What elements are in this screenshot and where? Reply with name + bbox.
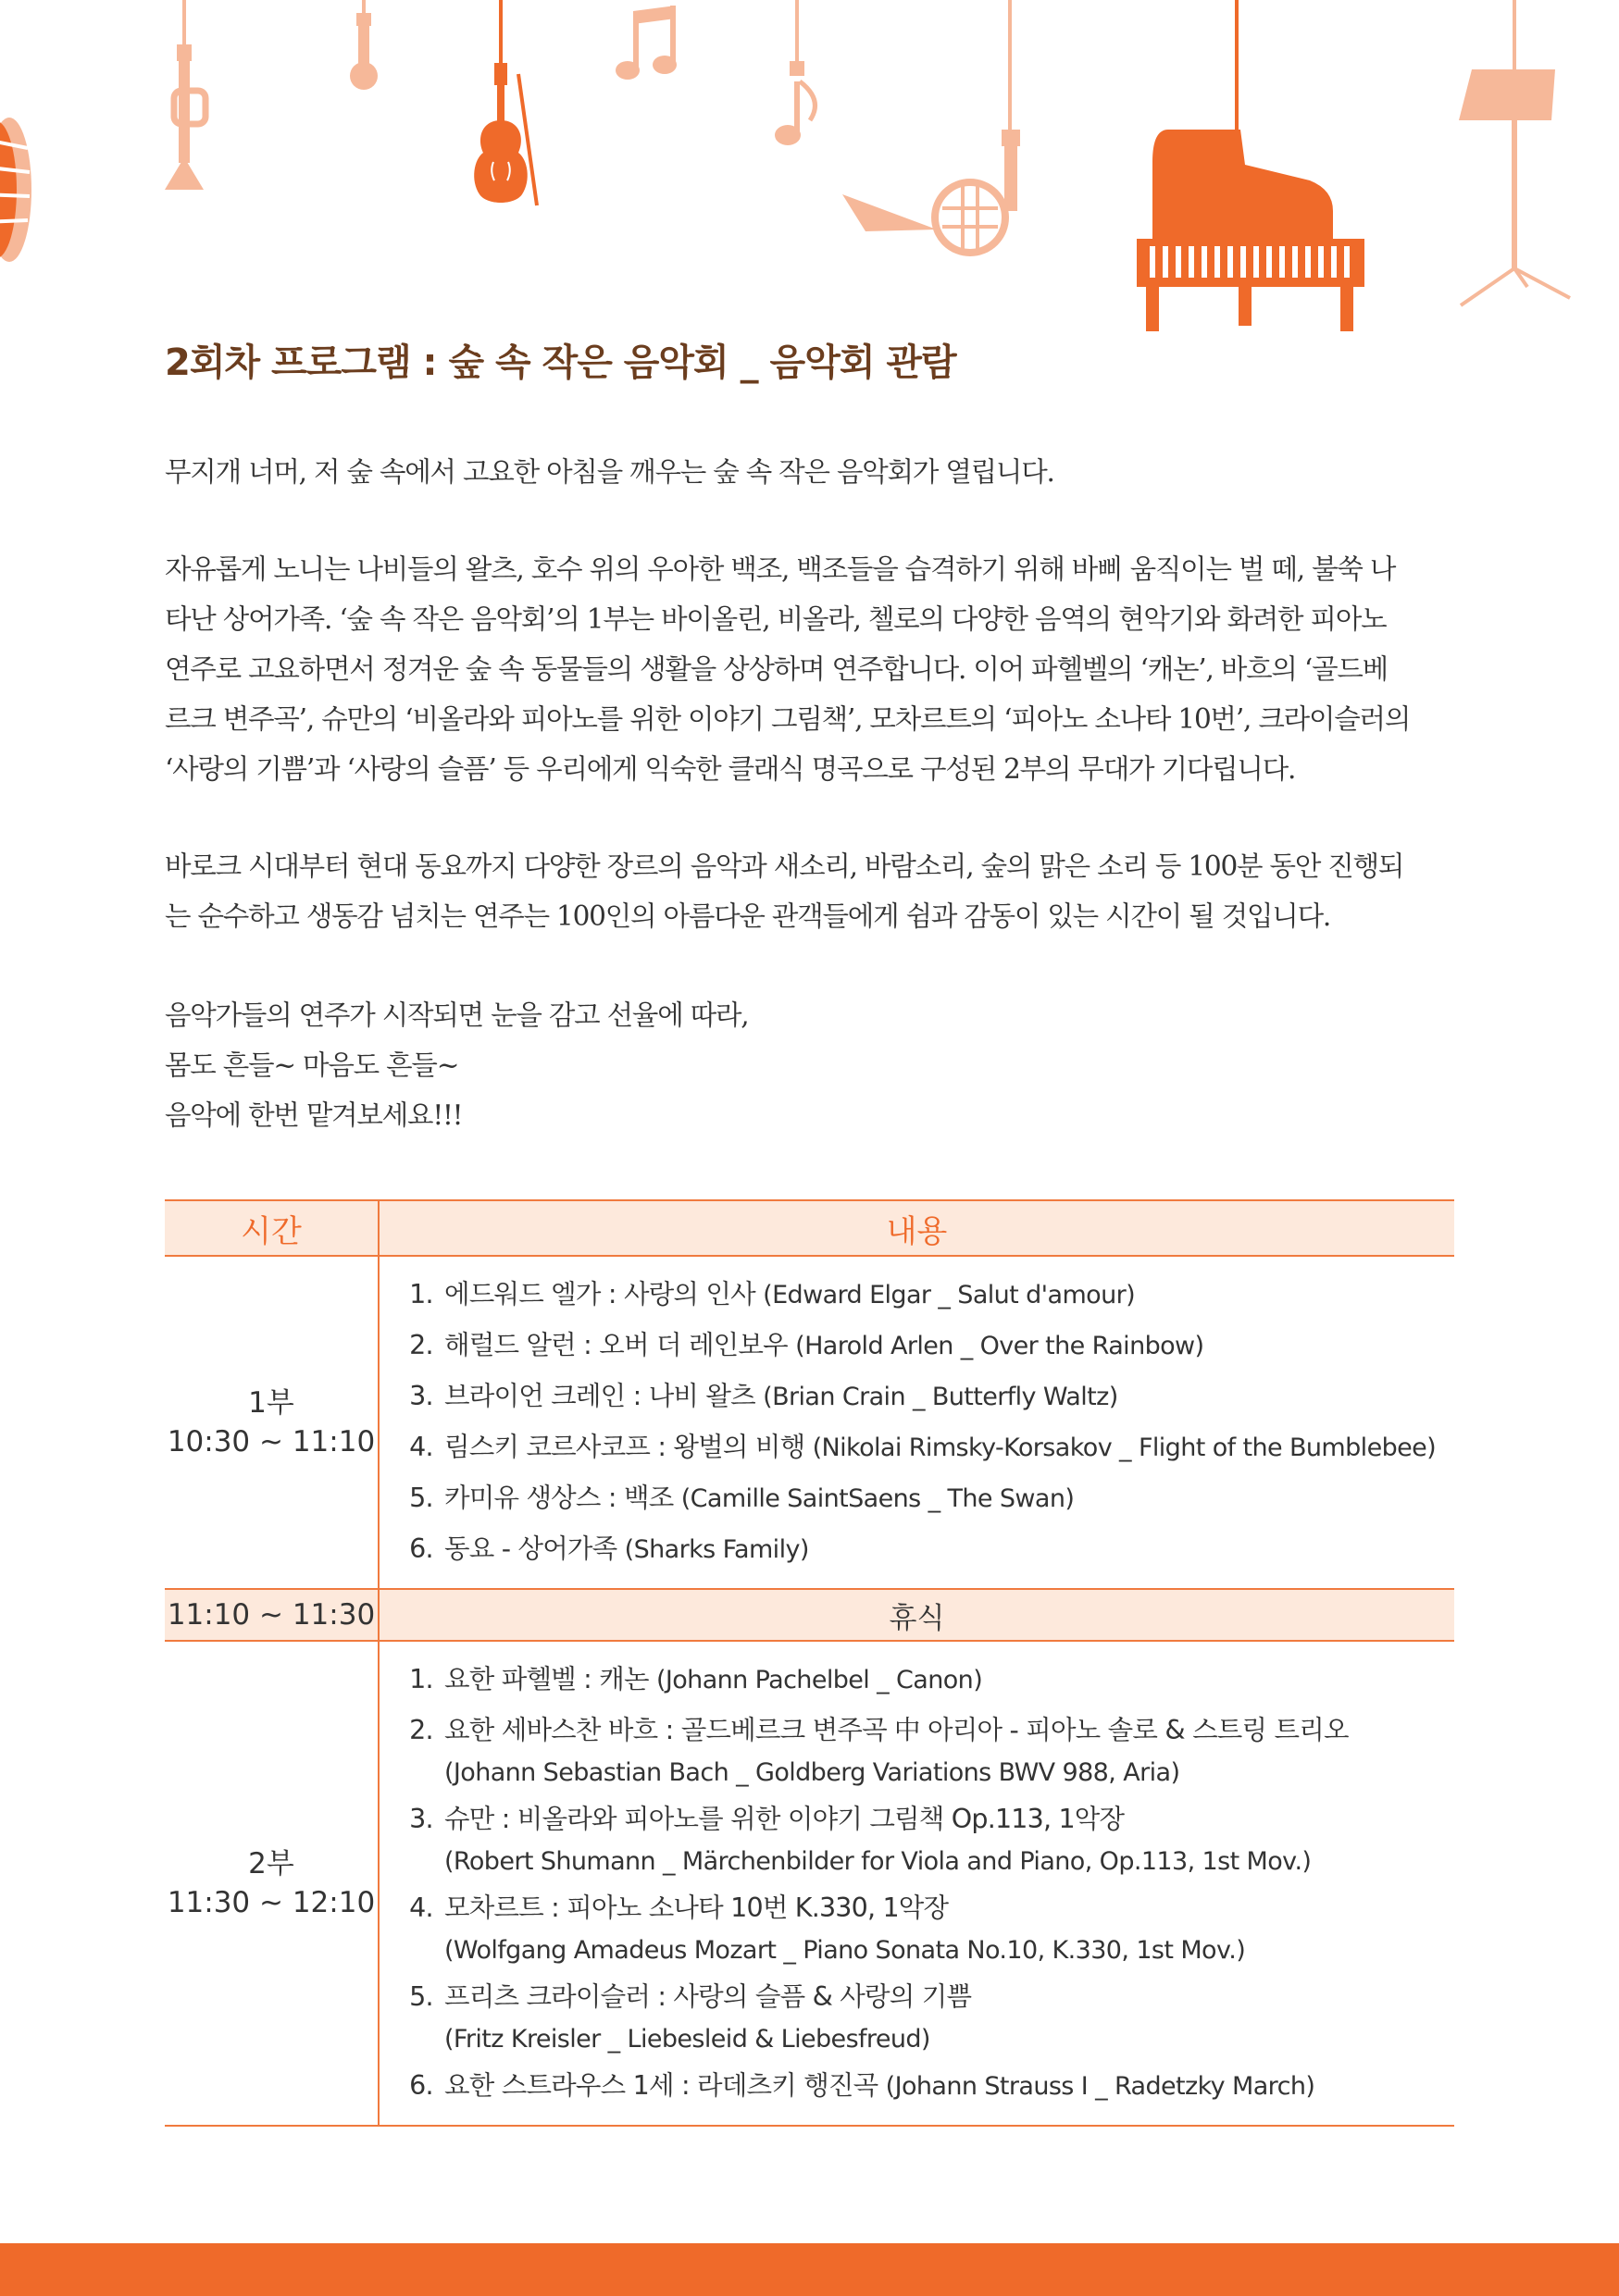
list-item: 2. 요한 세바스찬 바흐 : 골드베르크 변주곡 中 아리아 - 피아노 솔로 & 스트링 트리오 (Johann Sebastian Bach _ Goldberg Variations BWV 988, Aria) <box>441 1706 1454 1794</box>
intro-paragraph-2 <box>165 544 1456 794</box>
list-item: 4. 림스키 코르사코프 : 왕벌의 비행 (Nikolai Rimsky-Korsakov _ Flight of the Bumblebee) <box>441 1422 1454 1473</box>
list-item: 2. 해럴드 알런 : 오버 더 레인보우 (Harold Arlen _ Over the Rainbow) <box>441 1321 1454 1371</box>
header-content: 내용 <box>379 1200 1454 1256</box>
part1-time: 10:30 ~ 11:10 <box>167 1425 376 1458</box>
list-item: 5. 카미유 생상스 : 백조 (Camille SaintSaens _ The Swan) <box>441 1473 1454 1524</box>
break-label: 휴식 <box>379 1589 1454 1641</box>
list-item: 3. 브라이언 크레인 : 나비 왈츠 (Brian Crain _ Butterfly Waltz) <box>441 1371 1454 1422</box>
list-item: 6. 동요 - 상어가족 (Sharks Family) <box>441 1524 1454 1575</box>
part1-time-cell <box>165 1256 379 1589</box>
text-line: ‘사랑의 기쁨’과 ‘사랑의 슬픔’ 등 우리에게 익숙한 클래식 명곡으로 구성된 2부의 무대가 기다립니다. <box>165 753 1296 785</box>
music-stand-icon <box>1459 0 1570 305</box>
table-row-part1 <box>165 1256 1454 1589</box>
intro-paragraph-1 <box>165 447 1456 497</box>
table-row-break <box>165 1589 1454 1641</box>
text-line: 음악에 한번 맡겨보세요!!! <box>165 1099 463 1131</box>
part1-program-cell <box>379 1256 1454 1589</box>
part2-program-cell <box>379 1641 1454 2126</box>
drum-icon <box>0 118 31 262</box>
music-note-icon <box>775 0 815 145</box>
piano-icon <box>1137 0 1364 331</box>
table-row-part2 <box>165 1641 1454 2126</box>
part2-name: 2부 <box>248 1847 294 1880</box>
part2-program-list <box>380 1655 1454 2112</box>
list-item: 6. 요한 스트라우스 1세 : 라데츠키 행진곡 (Johann Strauss Ⅰ _ Radetzky March) <box>441 2061 1454 2112</box>
text-line: 바로크 시대부터 현대 동요까지 다양한 장르의 음악과 새소리, 바람소리, 숲의 맑은 소리 등 100분 동안 진행되 <box>165 850 1404 882</box>
program-schedule-table <box>165 1199 1454 2127</box>
text-line: 는 순수하고 생동감 넘치는 연주는 100인의 아름다운 관객들에게 쉼과 감동이 있는 시간이 될 것입니다. <box>165 900 1331 932</box>
french-horn-icon <box>842 0 1020 253</box>
music-note-icon <box>616 6 677 80</box>
table-header-row <box>165 1200 1454 1256</box>
footer-bar <box>0 2243 1619 2296</box>
header-time: 시간 <box>165 1200 379 1256</box>
part1-program-list <box>380 1270 1454 1575</box>
list-item: 1. 요한 파헬벨 : 캐논 (Johann Pachelbel _ Canon) <box>441 1655 1454 1706</box>
part2-time-cell <box>165 1641 379 2126</box>
text-line: 무지개 너머, 저 숲 속에서 고요한 아침을 깨우는 숲 속 작은 음악회가 열립니다. <box>165 456 1054 488</box>
list-item: 5. 프리츠 크라이슬러 : 사랑의 슬픔 & 사랑의 기쁨 (Fritz Kreisler _ Liebesleid & Liebesfreud) <box>441 1972 1454 2061</box>
text-line: 르크 변주곡’, 슈만의 ‘비올라와 피아노를 위한 이야기 그림책’, 모차르트의 ‘피아노 소나타 10번’, 크라이슬러의 <box>165 703 1411 735</box>
text-line: 음악가들의 연주가 시작되면 눈을 감고 선율에 따라, <box>165 999 749 1031</box>
microphone-icon <box>350 0 378 90</box>
list-item: 1. 에드워드 엘가 : 사랑의 인사 (Edward Elgar _ Salut d'amour) <box>441 1270 1454 1321</box>
part1-name: 1부 <box>248 1386 294 1420</box>
intro-paragraph-3 <box>165 841 1456 941</box>
music-instrument-decoration <box>0 0 1619 333</box>
part2-time: 11:30 ~ 12:10 <box>167 1886 376 1919</box>
trumpet-icon <box>165 0 205 190</box>
list-item: 3. 슈만 : 비올라와 피아노를 위한 이야기 그림책 Op.113, 1악장 (Robert Shumann _ Märchenbilder for Viola and Piano, Op.113, 1st Mov.) <box>441 1794 1454 1883</box>
list-item: 4. 모차르트 : 피아노 소나타 10번 K.330, 1악장 (Wolfgang Amadeus Mozart _ Piano Sonata No.10, K.330, 1st Mov.) <box>441 1883 1454 1972</box>
intro-paragraph-4 <box>165 990 1456 1140</box>
break-time: 11:10 ~ 11:30 <box>165 1589 379 1641</box>
text-line: 자유롭게 노니는 나비들의 왈츠, 호수 위의 우아한 백조, 백조들을 습격하기 위해 바삐 움직이는 벌 떼, 불쑥 나 <box>165 553 1396 585</box>
page-title: 2회차 프로그램 : 숲 속 작은 음악회 _ 음악회 관람 <box>165 341 956 384</box>
text-line: 타난 상어가족. ‘숲 속 작은 음악회’의 1부는 바이올린, 비올라, 첼로의 다양한 음역의 현악기와 화려한 피아노 <box>165 603 1387 635</box>
text-line: 연주로 고요하면서 정겨운 숲 속 동물들의 생활을 상상하며 연주합니다. 이어 파헬벨의 ‘캐논’, 바흐의 ‘골드베 <box>165 653 1388 685</box>
text-line: 몸도 흔들~ 마음도 흔들~ <box>165 1049 459 1081</box>
violin-icon <box>474 0 537 205</box>
